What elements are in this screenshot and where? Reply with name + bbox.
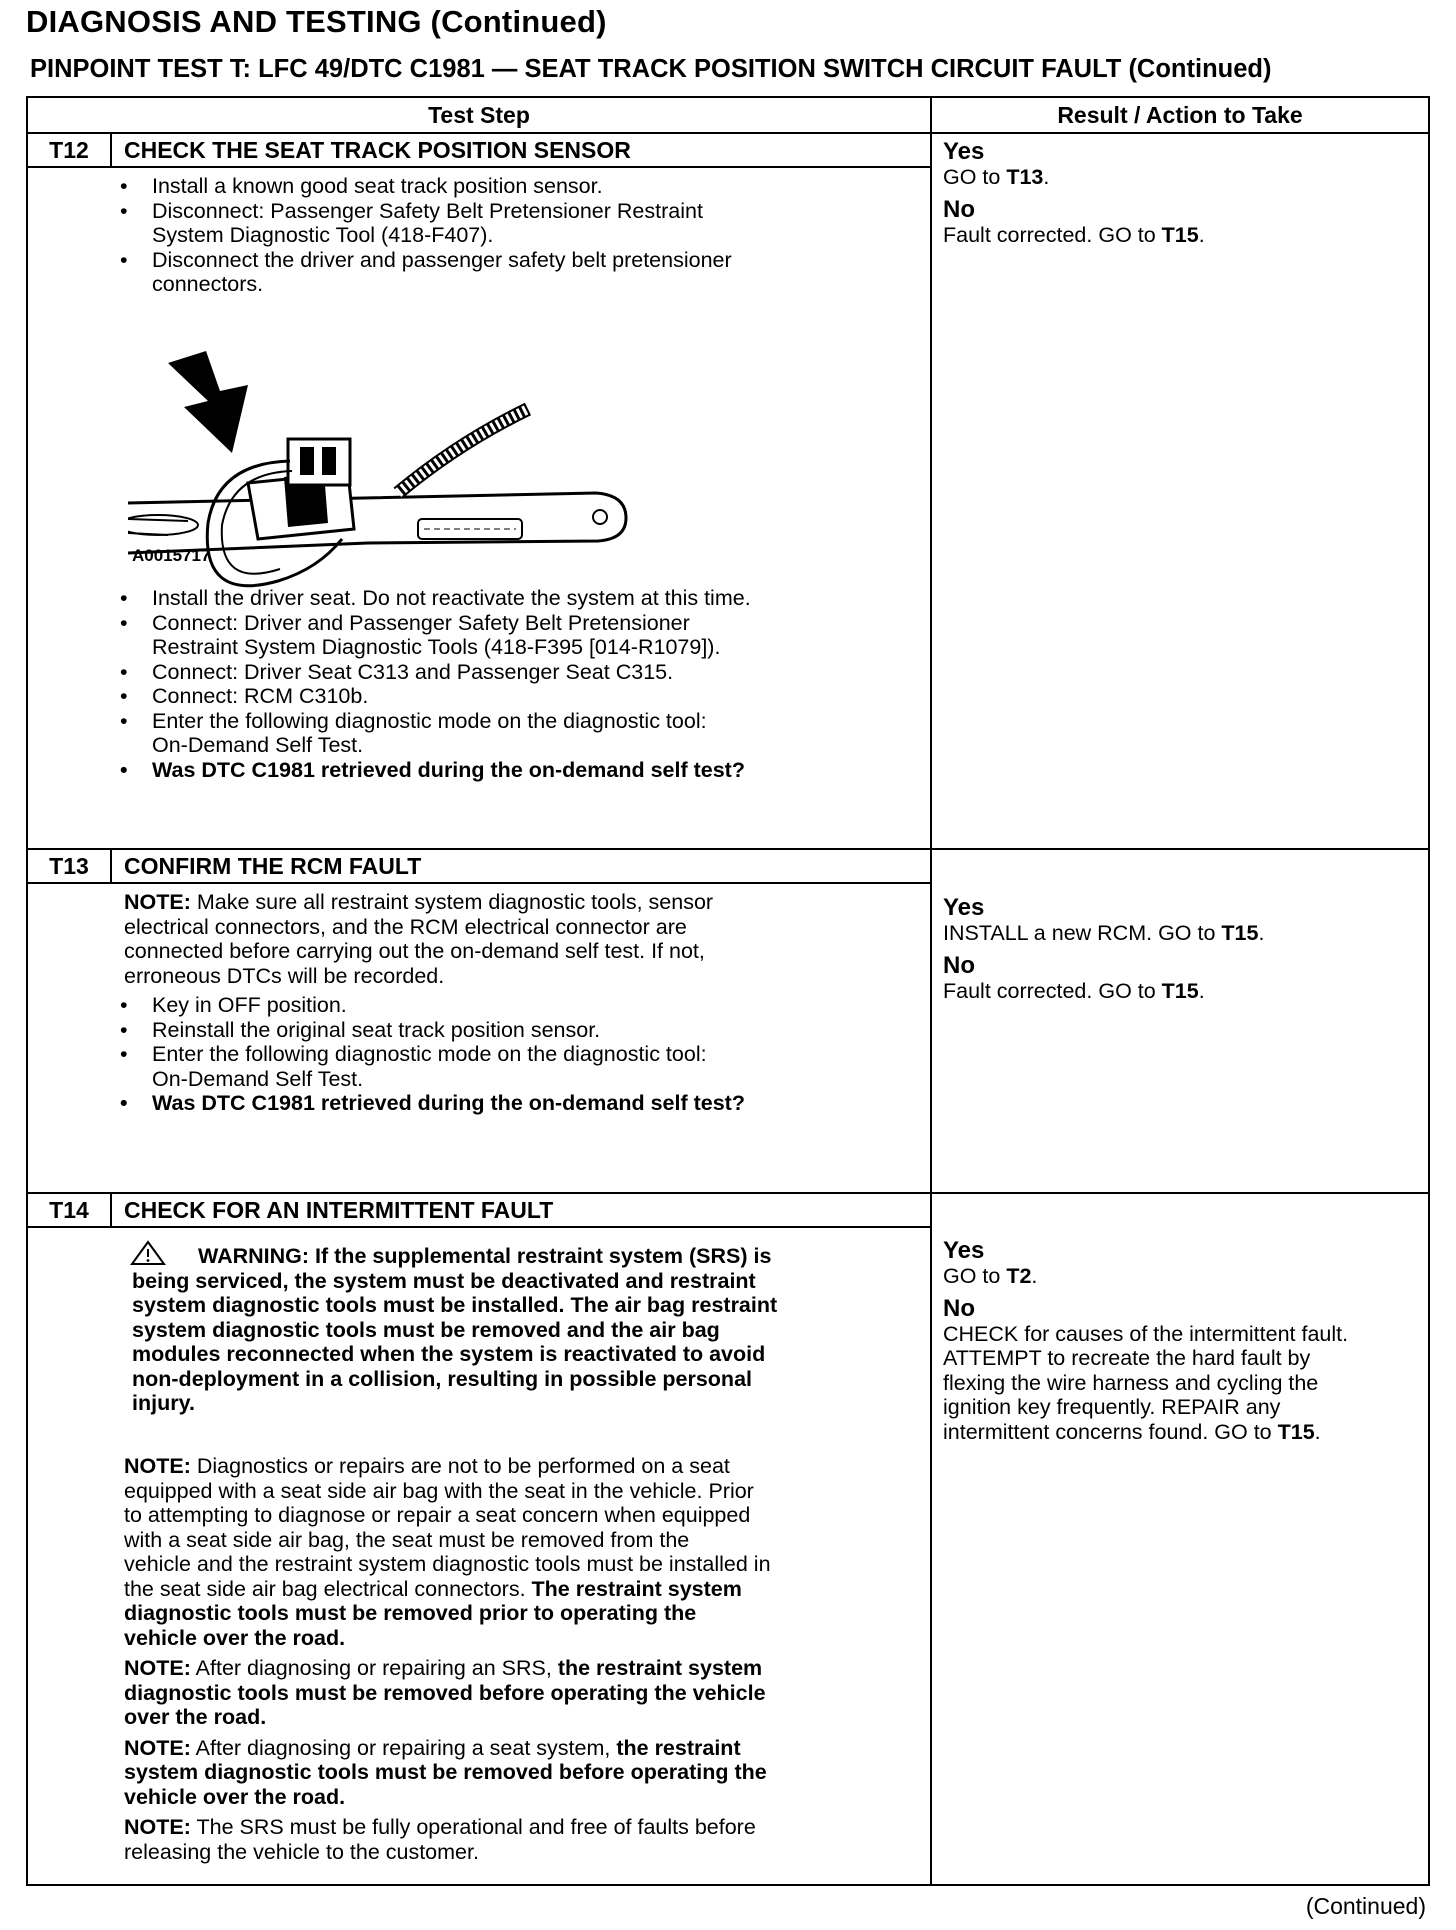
result-no-text: Fault corrected. GO to [943, 978, 1162, 1003]
warning-triangle-icon [130, 1240, 166, 1266]
result-yes-ref: T2 [1006, 1264, 1032, 1288]
sensor-connector [288, 439, 350, 485]
list-item-continuation: On-Demand Self Test. [152, 733, 364, 757]
result-no-end: . [1314, 1419, 1321, 1444]
warning-text: WARNING: If the supplemental restraint system (SRS) is [198, 1244, 772, 1268]
result-yes-label: Yes [943, 1237, 985, 1264]
result-no-line: ATTEMPT to recreate the hard fault by [943, 1346, 1311, 1370]
list-item: • Disconnect: Passenger Safety Belt Pretensioner Restraint [116, 199, 732, 224]
step-instructions [124, 890, 713, 988]
result-no-ref: T15 [1161, 222, 1199, 247]
note-text: After diagnosing or repairing a seat system, [190, 1735, 617, 1760]
note-line: system diagnostic tools must be removed before operating the [124, 1760, 767, 1784]
note-emphasis: The restraint system [531, 1576, 742, 1601]
list-item: • Connect: Driver Seat C313 and Passenger Seat C315. [116, 660, 751, 685]
result-yes-text: GO to [943, 165, 1007, 189]
result-yes-label: Yes [943, 894, 985, 921]
note-label: NOTE: [124, 890, 191, 914]
warning-line: being serviced, the system must be deactivated and restraint [132, 1268, 756, 1293]
step-title: CHECK THE SEAT TRACK POSITION SENSOR [124, 137, 631, 163]
step-instructions [116, 174, 732, 297]
continued-footer: (Continued) [1305, 1893, 1426, 1919]
note-label: NOTE: [124, 1656, 191, 1680]
note-emphasis: the restraint [616, 1735, 741, 1760]
warning-line: system diagnostic tools must be installed. The air bag restraint [132, 1293, 778, 1317]
note-line: electrical connectors, and the RCM electrical connector are [124, 914, 687, 939]
seat-track-rail [128, 493, 626, 553]
warning-block [132, 1244, 777, 1416]
note-line: connected before carrying out the on-demand self test. If not, [124, 939, 705, 963]
result-no-line: ignition key frequently. REPAIR any [943, 1395, 1281, 1419]
list-item: • Connect: RCM C310b. [116, 684, 751, 709]
result-no-label: No [943, 1294, 975, 1322]
list-item: • Install the driver seat. Do not reactivate the system at this time. [116, 586, 751, 611]
result-no-end: . [1198, 222, 1205, 247]
note-line: vehicle over the road. [124, 1784, 346, 1809]
result-no-label: No [943, 951, 975, 979]
note-label: NOTE: [124, 1735, 191, 1760]
result-no-line: flexing the wire harness and cycling the [943, 1370, 1319, 1395]
note-label: NOTE: [124, 1815, 191, 1839]
step-title-rule [28, 1226, 930, 1228]
warning-line: modules reconnected when the system is reactivated to avoid [132, 1342, 766, 1366]
pinpoint-test-title: PINPOINT TEST T: LFC 49/DTC C1981 — SEAT TRACK POSITION SWITCH CIRCUIT FAULT (Continued) [30, 55, 1272, 83]
result-no-label: No [943, 195, 975, 223]
step-number-divider [110, 1194, 112, 1228]
result-no-text: intermittent concerns found. GO to [943, 1419, 1278, 1444]
result-yes-text: GO to [943, 1264, 1007, 1288]
note-emphasis: the restraint system [557, 1656, 763, 1680]
list-item-continuation: Restraint System Diagnostic Tools (418-F395 [014-R1079]). [152, 635, 721, 659]
result-no-line: CHECK for causes of the intermittent fault. [943, 1321, 1349, 1346]
note-line: releasing the vehicle to the customer. [124, 1839, 479, 1864]
note-line: equipped with a seat side air bag with the seat in the vehicle. Prior [124, 1478, 754, 1503]
note-line: erroneous DTCs will be recorded. [124, 963, 445, 988]
step-instructions [116, 993, 745, 1116]
note-line: diagnostic tools must be removed prior to operating the [124, 1601, 697, 1625]
list-item: • Enter the following diagnostic mode on the diagnostic tool: [116, 1042, 745, 1067]
step-title-rule [28, 166, 930, 168]
row-rule [28, 1192, 1428, 1194]
result-yes-ref: T13 [1006, 165, 1044, 189]
list-item: • Install a known good seat track position sensor. [116, 174, 732, 199]
header-result-action: Result / Action to Take [1057, 102, 1303, 128]
result-no-text: Fault corrected. GO to [943, 222, 1162, 247]
step-number-divider [110, 850, 112, 884]
note-line: with a seat side air bag, the seat must be removed from the [124, 1527, 690, 1552]
step-number: T13 [49, 853, 89, 879]
test-table [26, 96, 1430, 1886]
pointer-arrow [168, 351, 248, 453]
note-text: The SRS must be fully operational and free of faults before [190, 1815, 756, 1839]
step-title-rule [28, 882, 930, 884]
note-text: Diagnostics or repairs are not to be performed on a seat [190, 1454, 730, 1478]
note-line: vehicle and the restraint system diagnostic tools must be installed in [124, 1552, 771, 1576]
page-heading: DIAGNOSIS AND TESTING (Continued) [26, 4, 607, 39]
note-line: diagnostic tools must be removed before operating the vehicle [124, 1680, 766, 1705]
result-yes-end: . [1043, 165, 1050, 189]
step-number: T12 [49, 137, 89, 163]
step-number-divider [110, 134, 112, 168]
step-result [943, 138, 1205, 247]
result-yes-text: INSTALL a new RCM. GO to [943, 921, 1222, 945]
step-title: CONFIRM THE RCM FAULT [124, 853, 422, 879]
step-title: CHECK FOR AN INTERMITTENT FAULT [124, 1197, 554, 1223]
step-result [943, 1237, 1348, 1444]
list-item-continuation: On-Demand Self Test. [152, 1066, 364, 1091]
list-item: • Enter the following diagnostic mode on the diagnostic tool: [116, 709, 751, 734]
result-yes-end: . [1031, 1264, 1038, 1288]
list-item-continuation: connectors. [152, 272, 264, 296]
warning-line: system diagnostic tools must be removed and the air bag [132, 1317, 720, 1342]
step-question: • Was DTC C1981 retrieved during the on-demand self test? [116, 758, 751, 783]
result-yes-ref: T15 [1221, 921, 1259, 945]
note-line: over the road. [124, 1705, 267, 1729]
step-number: T14 [49, 1197, 89, 1223]
note-text: After diagnosing or repairing an SRS, [190, 1656, 558, 1680]
result-no-end: . [1198, 978, 1205, 1003]
rail-bolt [593, 510, 607, 524]
note-text: the seat side air bag electrical connectors. [124, 1576, 532, 1601]
note-line: vehicle over the road. [124, 1625, 346, 1650]
step-result [943, 894, 1264, 1003]
warning-line: non-deployment in a collision, resulting in possible personal [132, 1366, 752, 1391]
step-instructions [116, 586, 751, 782]
note-text: Make sure all restraint system diagnostic tools, sensor [190, 890, 714, 914]
list-item: • Connect: Driver and Passenger Safety Belt Pretensioner [116, 611, 751, 636]
list-item-continuation: System Diagnostic Tool (418-F407). [152, 223, 494, 247]
warning-line [132, 1244, 777, 1269]
note-block [124, 1454, 771, 1864]
note-line [124, 890, 713, 915]
warning-line: injury. [132, 1391, 195, 1415]
result-yes-end: . [1258, 921, 1265, 945]
header-rule [28, 132, 1428, 134]
step-question: • Was DTC C1981 retrieved during the on-demand self test? [116, 1091, 745, 1116]
note-label: NOTE: [124, 1454, 191, 1478]
result-yes-label: Yes [943, 138, 985, 165]
result-no-ref: T15 [1161, 978, 1199, 1003]
header-test-step: Test Step [428, 102, 530, 128]
list-item: • Disconnect the driver and passenger safety belt pretensioner [116, 248, 732, 273]
column-divider [930, 98, 932, 1884]
result-no-ref: T15 [1277, 1419, 1315, 1444]
list-item: • Reinstall the original seat track position sensor. [116, 1018, 745, 1043]
row-rule [28, 848, 1428, 850]
list-item: • Key in OFF position. [116, 993, 745, 1018]
figure-label: A0015717 [132, 546, 211, 565]
note-line: to attempting to diagnose or repair a seat concern when equipped [124, 1503, 751, 1527]
